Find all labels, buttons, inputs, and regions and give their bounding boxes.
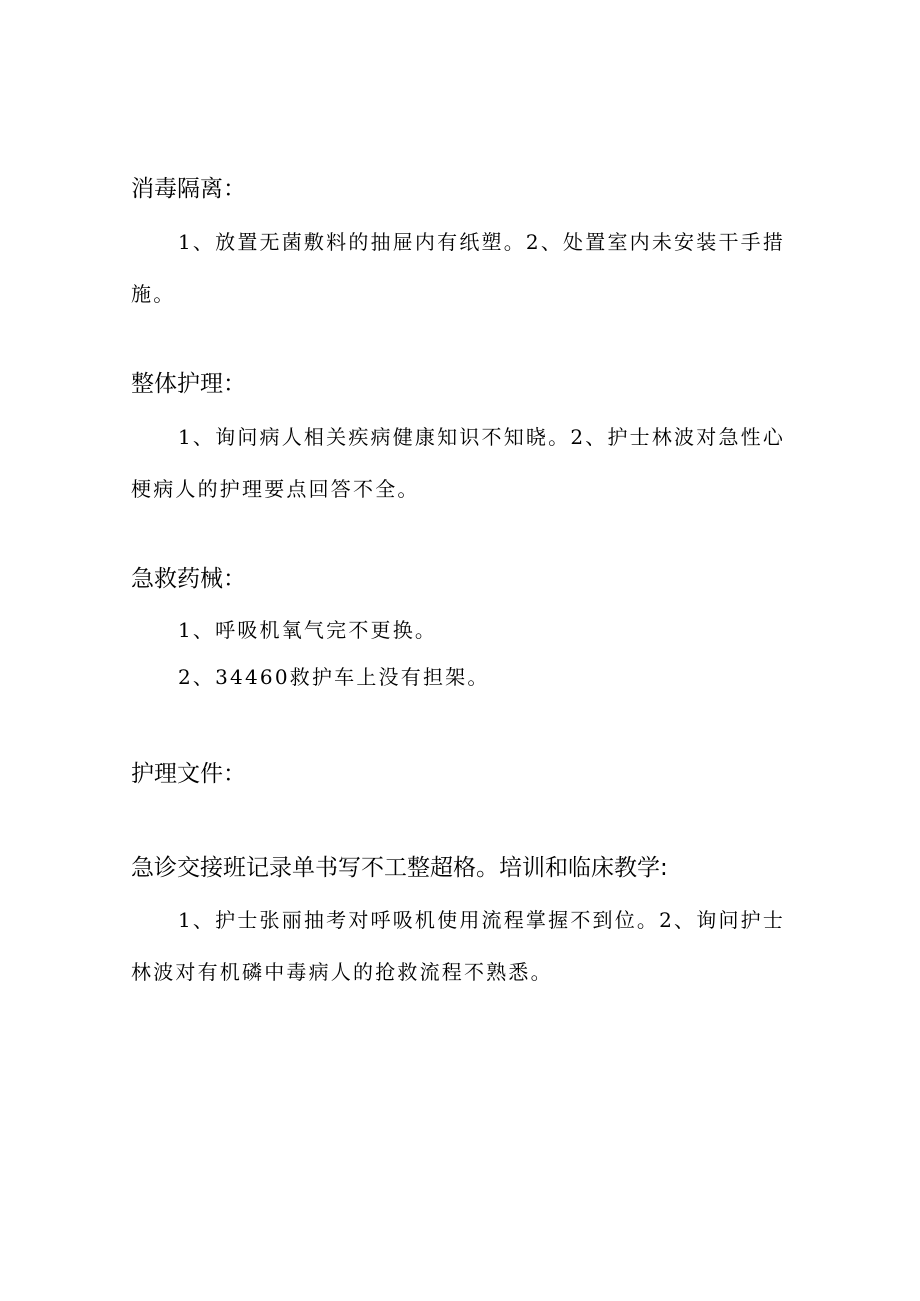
section-paragraph-training: 1、护士张丽抽考对呼吸机使用流程掌握不到位。2、询问护士林波对有机磷中毒病人的抢救流程不熟悉。 — [131, 908, 786, 984]
section-paragraph-holistic-care: 1、询问病人相关疾病健康知识不知晓。2、护士林波对急性心梗病人的护理要点回答不全。 — [131, 425, 786, 501]
section-heading-nursing-documents: 护理文件： — [131, 761, 246, 787]
section-heading-disinfection: 消毒隔离： — [131, 176, 246, 202]
section-heading-handover-training: 急诊交接班记录单书写不工整超格。培训和临床教学: — [131, 855, 668, 881]
section-paragraph-disinfection: 1、放置无菌敷料的抽屉内有纸塑。2、处置室内未安装干手措施。 — [131, 230, 786, 306]
section-paragraph-emergency-equipment-2: 2、34460救护车上没有担架。 — [178, 665, 490, 689]
section-heading-holistic-care: 整体护理： — [131, 371, 246, 397]
section-paragraph-emergency-equipment-1: 1、呼吸机氧气完不更换。 — [178, 618, 438, 642]
section-heading-emergency-equipment: 急救药械： — [131, 566, 246, 592]
